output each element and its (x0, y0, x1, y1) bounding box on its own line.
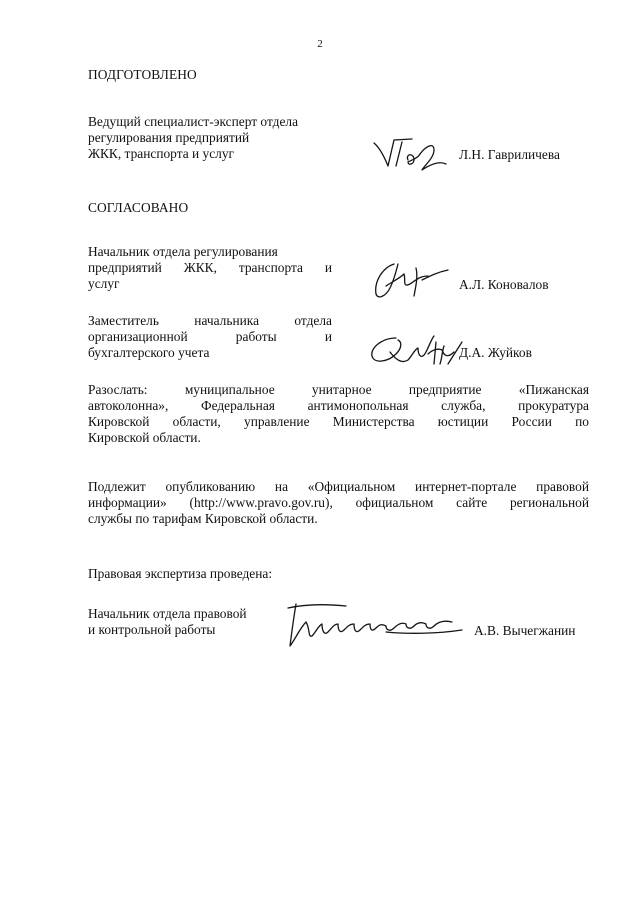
prepared-position-line: регулирования предприятий (88, 130, 250, 145)
publication-note (88, 479, 589, 527)
prepared-heading: ПОДГОТОВЛЕНО (88, 67, 197, 82)
prepared-position-line: ЖКК, транспорта и услуг (88, 146, 235, 161)
signature-zhuykov (368, 330, 464, 370)
page-number: 2 (317, 38, 323, 50)
agreed-person2-position-line: Заместитель начальника отдела (88, 313, 332, 328)
prepared-name: Л.Н. Гавриличева (459, 147, 560, 162)
legal-review-position (88, 606, 288, 638)
agreed-person1-position-line: Начальник отдела регулирования (88, 244, 278, 259)
legal-review-position-line: Начальник отдела правовой (88, 606, 247, 621)
agreed-heading: СОГЛАСОВАНО (88, 200, 189, 215)
signature-konovalov (372, 258, 452, 304)
legal-review-statement: Правовая экспертиза проведена: (88, 566, 273, 581)
signature-vychegzhanin (286, 598, 466, 652)
prepared-position (88, 114, 338, 162)
signature-gavrilicheva (372, 136, 452, 172)
agreed-person2-name: Д.А. Жуйков (459, 345, 532, 360)
agreed-person2-position-line: организационной работы и (88, 329, 332, 344)
distribution-line: автоколонна», Федеральная антимонопольная служба, прокуратура (88, 398, 589, 413)
publication-line: информации» (http://www.pravo.gov.ru), официальном сайте региональной (88, 495, 589, 510)
distribution-line: Разослать: муниципальное унитарное предприятие «Пижанская (88, 382, 589, 397)
legal-review-position-line: и контрольной работы (88, 622, 216, 637)
publication-line: службы по тарифам Кировской области. (88, 511, 318, 526)
agreed-person2-position-line: бухгалтерского учета (88, 345, 210, 360)
agreed-person2-position (88, 313, 332, 361)
prepared-position-line: Ведущий специалист-эксперт отдела (88, 114, 299, 129)
agreed-person1-position-line: предприятий ЖКК, транспорта и (88, 260, 332, 275)
publication-line: Подлежит опубликованию на «Официальном интернет-портале правовой (88, 479, 589, 494)
agreed-person1-position (88, 244, 332, 292)
agreed-person1-position-line: услуг (88, 276, 120, 291)
distribution-line: Кировской области. (88, 430, 201, 445)
distribution-list (88, 382, 589, 446)
distribution-line: Кировской области, управление Министерства юстиции России по (88, 414, 589, 429)
legal-review-name: А.В. Вычегжанин (474, 623, 576, 638)
agreed-person1-name: А.Л. Коновалов (459, 277, 549, 292)
